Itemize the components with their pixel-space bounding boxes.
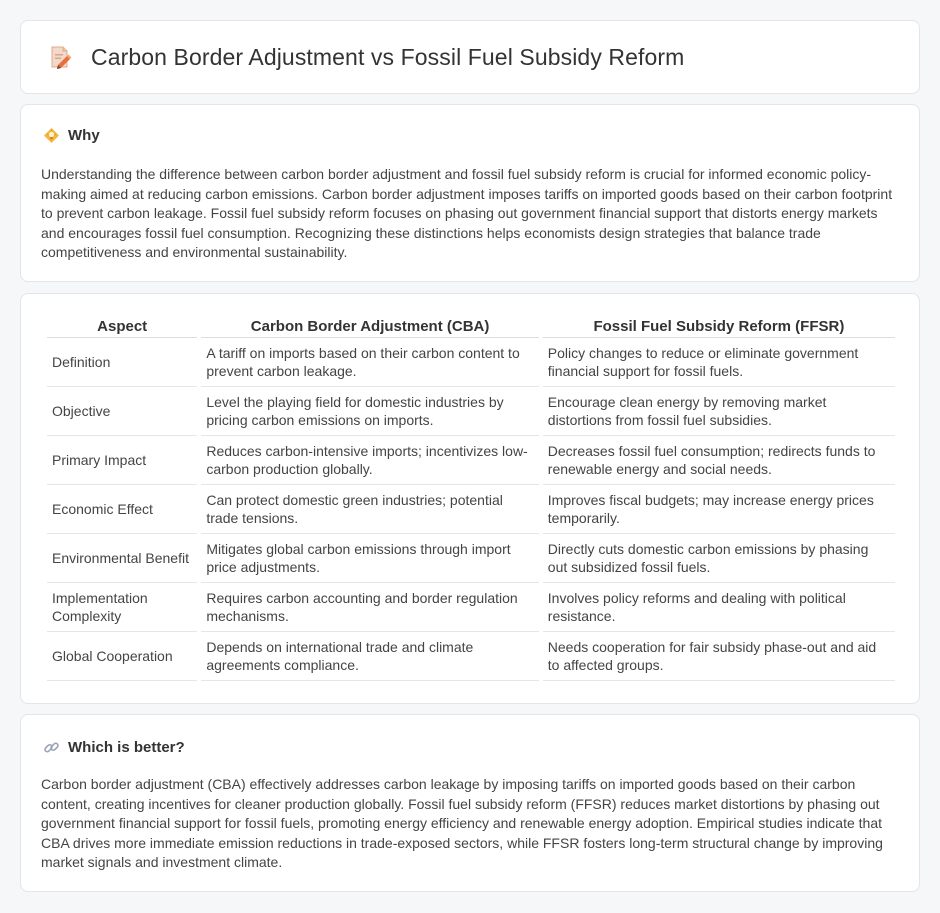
table-row — [47, 338, 895, 387]
ffsr-cell: Involves policy reforms and dealing with political resistance. — [543, 583, 895, 632]
ffsr-cell: Policy changes to reduce or eliminate government financial support for fossil fuels. — [543, 338, 895, 387]
aspect-cell: Objective — [47, 387, 197, 436]
table-header-row — [47, 313, 895, 338]
header-cba: Carbon Border Adjustment (CBA) — [201, 313, 538, 338]
why-section — [20, 104, 920, 282]
comparison-table — [43, 313, 899, 681]
which-better-title: Which is better? — [68, 739, 185, 756]
ffsr-cell: Needs cooperation for fair subsidy phase-out and aid to affected groups. — [543, 632, 895, 681]
aspect-cell: Definition — [47, 338, 197, 387]
cba-cell: Requires carbon accounting and border regulation mechanisms. — [201, 583, 538, 632]
header-aspect: Aspect — [47, 313, 197, 338]
table-row — [47, 583, 895, 632]
cba-cell: A tariff on imports based on their carbon content to prevent carbon leakage. — [201, 338, 538, 387]
ffsr-cell: Decreases fossil fuel consumption; redirects funds to renewable energy and social needs. — [543, 436, 895, 485]
lightbulb-icon — [43, 127, 60, 144]
cba-cell: Depends on international trade and climate agreements compliance. — [201, 632, 538, 681]
aspect-cell: Primary Impact — [47, 436, 197, 485]
why-text: Understanding the difference between carbon border adjustment and fossil fuel subsidy reform is crucial for informed economic policy-making aimed at reducing carbon emissions. Carbon border adjustment imposes tariffs on imported goods based on their carbon footprint to prevent carbon leakage. Fossil fuel subsidy reform focuses on phasing out government financial support that distorts energy markets and encourages fossil fuel consumption. Recognizing these distinctions helps economists design strategies that balance trade competitiveness and environmental sustainability. — [41, 166, 893, 261]
table-row — [47, 387, 895, 436]
table-row — [47, 436, 895, 485]
comparison-section — [20, 293, 920, 704]
cba-cell: Reduces carbon-intensive imports; incentivizes low-carbon production globally. — [201, 436, 538, 485]
aspect-cell: Global Cooperation — [47, 632, 197, 681]
table-row — [47, 534, 895, 583]
aspect-cell: Implementation Complexity — [47, 583, 197, 632]
link-icon — [43, 739, 60, 756]
cba-cell: Mitigates global carbon emissions through import price adjustments. — [201, 534, 538, 583]
which-better-text: Carbon border adjustment (CBA) effectively addresses carbon leakage by imposing tariffs on imported goods based on their carbon content, creating incentives for cleaner production globally. Fossil fuel subsidy reform (FFSR) reduces market distortions by phasing out government financial support for fossil fuels, promoting energy efficiency and renewable energy adoption. Empirical studies indicate that CBA drives more immediate emission reductions in trade-exposed sectors, while FFSR fosters long-term structural change by improving market signals and investment climate. — [41, 776, 883, 871]
cba-cell: Can protect domestic green industries; potential trade tensions. — [201, 485, 538, 534]
document-pencil-icon — [47, 44, 73, 70]
header-card — [20, 20, 920, 94]
ffsr-cell: Improves fiscal budgets; may increase energy prices temporarily. — [543, 485, 895, 534]
ffsr-cell: Encourage clean energy by removing market distortions from fossil fuel subsidies. — [543, 387, 895, 436]
ffsr-cell: Directly cuts domestic carbon emissions by phasing out subsidized fossil fuels. — [543, 534, 895, 583]
which-better-section — [20, 714, 920, 892]
why-title: Why — [68, 127, 100, 144]
table-row — [47, 485, 895, 534]
table-row — [47, 632, 895, 681]
page-title: Carbon Border Adjustment vs Fossil Fuel Subsidy Reform — [91, 43, 685, 70]
aspect-cell: Economic Effect — [47, 485, 197, 534]
aspect-cell: Environmental Benefit — [47, 534, 197, 583]
header-ffsr: Fossil Fuel Subsidy Reform (FFSR) — [543, 313, 895, 338]
cba-cell: Level the playing field for domestic industries by pricing carbon emissions on imports. — [201, 387, 538, 436]
